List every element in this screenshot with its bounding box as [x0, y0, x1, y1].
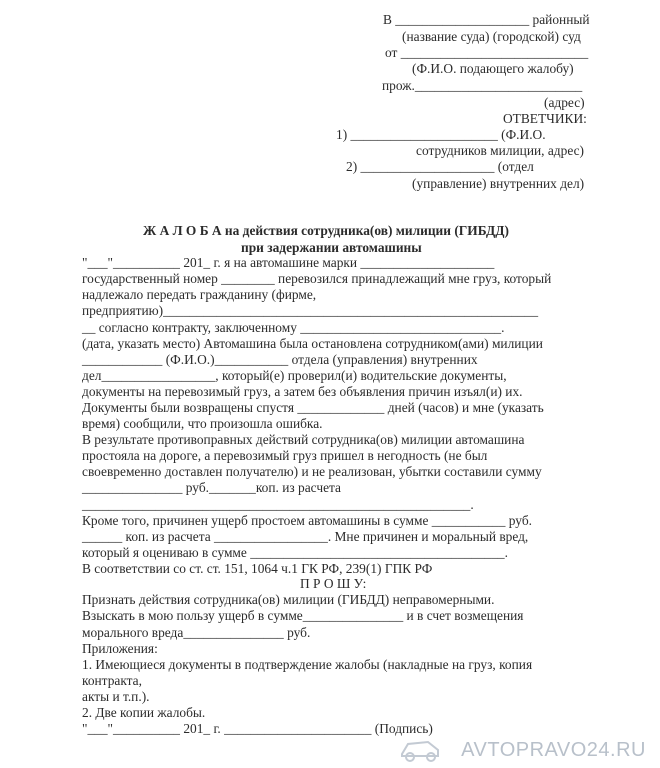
attachment-item: 1. Имеющиеся документы в подтверждение жалобы (накладные на груз, копия: [82, 657, 533, 672]
body-line: ____________ (Ф.И.О.)___________ отдела (управления) внутренних: [82, 352, 478, 367]
header-defendant-1-caption: сотрудников милиции, адрес): [416, 143, 584, 158]
legal-basis: В соответствии со ст. ст. 151, 1064 ч.1 ГК РФ, 239(1) ГПК РФ: [82, 561, 433, 576]
attachment-item: контракта,: [82, 673, 142, 688]
body-line: Документы были возвращены спустя _____________ дней (часов) и мне (указать: [82, 400, 544, 415]
body-line: морального вреда_______________ руб.: [82, 625, 311, 640]
body-line: __________________________________________________________.: [82, 497, 474, 512]
header-defendant-1: 1) ______________________ (Ф.И.О.: [336, 127, 546, 142]
watermark-text: AVTOPRAVO24.RU: [461, 739, 646, 761]
attachment-item: 2. Две копии жалобы.: [82, 705, 206, 720]
body-line: время) сообщили, что произошла ошибка.: [82, 416, 323, 431]
attachment-item: акты и т.п.).: [82, 689, 150, 704]
body-line: Кроме того, причинен ущерб простоем автомашины в сумме ___________ руб.: [82, 513, 532, 528]
header-defendant-2: 2) ____________________ (отдел: [346, 159, 534, 174]
body-line: Признать действия сотрудника(ов) милиции (ГИБДД) неправомерными.: [82, 592, 495, 607]
body-line: документы на перевозимый груз, а затем без объявления причин изъял(и) их.: [82, 384, 523, 399]
header-court: В ____________________ районный: [383, 12, 590, 27]
header-from: от ____________________________: [385, 45, 589, 60]
body-line: ______ коп. из расчета _________________. Мне причинен и моральный вред,: [82, 529, 529, 544]
watermark-logo-icon: [398, 730, 442, 764]
body-line: своевременно доставлен получателю) и не реализован, убытки составили сумму: [82, 464, 542, 479]
body-line: дел_________________, который(е) проверил(и) водительские документы,: [82, 368, 507, 383]
body-line: надлежало передать гражданину (фирме,: [82, 287, 317, 302]
body-line: Взыскать в мою пользу ущерб в сумме_______________ и в счет возмещения: [82, 608, 524, 623]
attachments-heading: Приложения:: [82, 641, 158, 656]
header-from-caption: (Ф.И.О. подающего жалобу): [412, 61, 574, 76]
body-line: "___"__________ 201_ г. я на автомашине марки ____________________: [82, 255, 495, 270]
body-line: _______________ руб._______коп. из расчета: [82, 480, 341, 495]
document-subtitle: при задержании автомашины: [241, 240, 422, 255]
header-residence-caption: (адрес): [544, 95, 585, 110]
body-line: (дата, указать место) Автомашина была остановлена сотрудником(ами) милиции: [82, 336, 543, 351]
body-line: __ согласно контракту, заключенному ______________________________.: [82, 320, 505, 335]
body-line: предприятию)________________________________________________________: [82, 303, 539, 318]
header-court-caption: (название суда) (городской) суд: [402, 29, 581, 44]
body-line: который я оцениваю в сумме ______________________________________.: [82, 545, 508, 560]
header-residence: прож._________________________: [382, 78, 583, 93]
body-line: государственный номер ________ перевозился принадлежащий мне груз, который: [82, 271, 552, 286]
header-defendant-2-caption: (управление) внутренних дел): [412, 176, 585, 191]
document-title: Ж А Л О Б А на действия сотрудника(ов) милиции (ГИБДД): [143, 223, 509, 238]
body-line: В результате противоправных действий сотрудника(ов) милиции автомашина: [82, 432, 525, 447]
body-line: простояла на дороге, а перевозимый груз пришел в негодность (не был: [82, 448, 488, 463]
header-defendants: ОТВЕТЧИКИ:: [503, 111, 587, 126]
signature-line: "___"__________ 201_ г. ______________________ (Подпись): [82, 721, 433, 736]
request-heading: П Р О Ш У:: [300, 576, 367, 591]
